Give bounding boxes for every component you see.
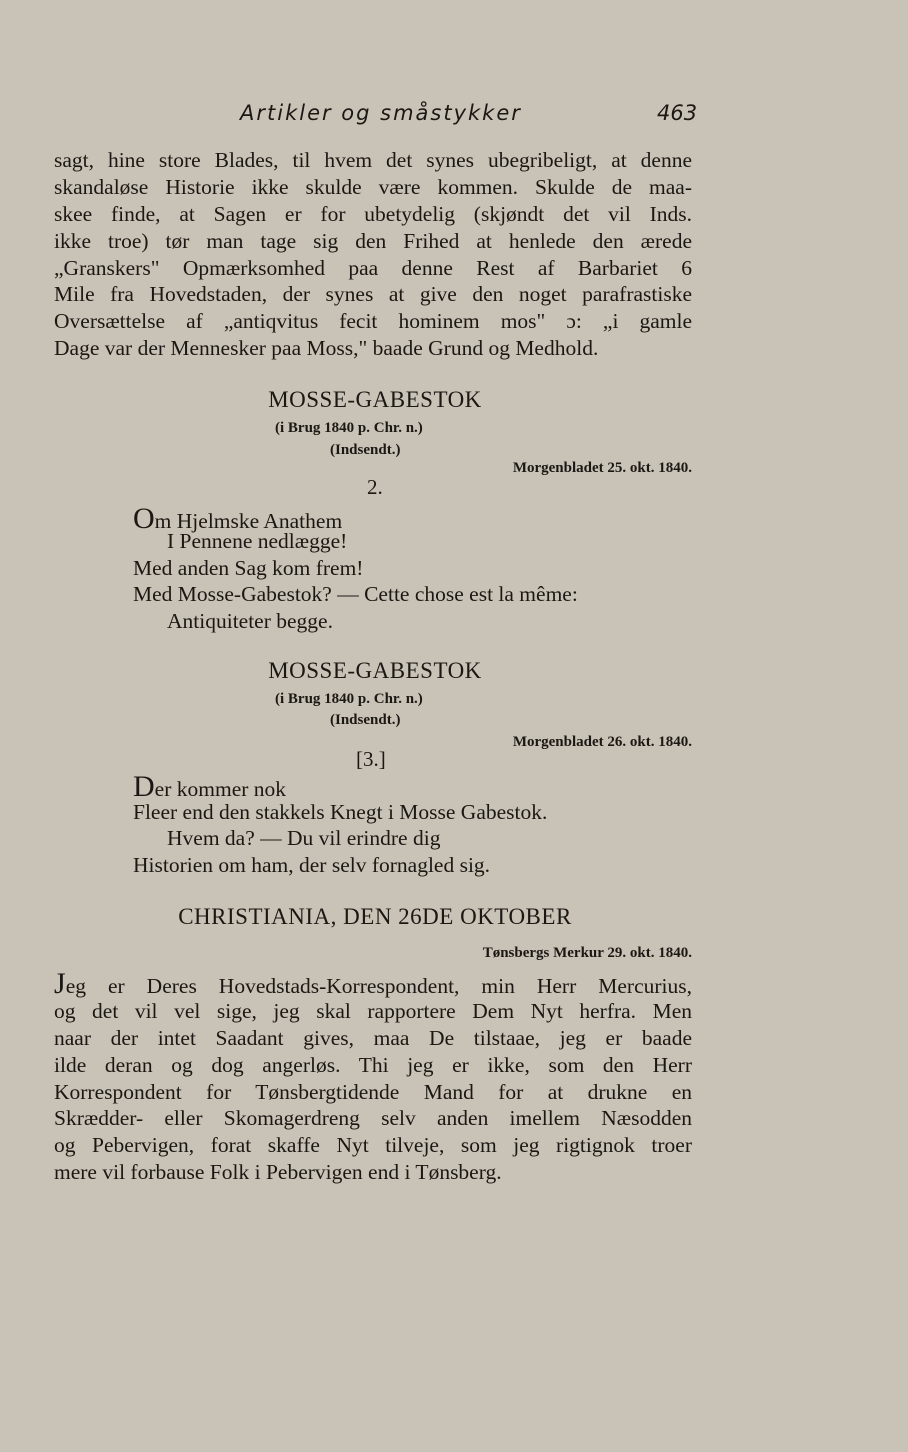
drop-cap: D [133, 770, 155, 803]
text-line: ilde deran og dog angerløs. Thi jeg er ikke, som den Herr [54, 1052, 692, 1077]
section-3-subtitle-date: (i Brug 1840 p. Chr. n.) [275, 691, 423, 707]
verse-line: Om Hjelmske Anathem [133, 502, 343, 535]
text-line: skee finde, at Sagen er for ubetydelig (skjøndt det vil Inds. [54, 201, 692, 226]
text-line: Oversættelse af „antiqvitus fecit hominem mos" ɔ: „i gamle [54, 309, 692, 334]
drop-cap: J [54, 967, 66, 1000]
text-line: ikke troe) tør man tage sig den Frihed at henlede den ærede [54, 228, 692, 253]
section-4-source: Tønsbergs Merkur 29. okt. 1840. [482, 945, 692, 961]
drop-cap: O [133, 502, 155, 535]
verse-line: Antiquiteter begge. [167, 609, 333, 633]
section-4-paragraph [54, 967, 692, 1186]
text-line: Jeg er Deres Hovedstads-Korrespondent, min Herr Mercurius, [54, 967, 692, 1000]
section-2-title: MOSSE-GABESTOK [268, 387, 482, 412]
verse-line: Med Mosse-Gabestok? — Cette chose est la même: [133, 582, 578, 606]
text-line: og Pebervigen, forat skaffe Nyt tilveje, som jeg rigtignok troer [54, 1133, 692, 1158]
text-line: og det vil vel sige, jeg skal rapportere Dem Nyt herfra. Men [54, 998, 692, 1023]
text-line: mere vil forbause Folk i Pebervigen end i Tønsberg. [54, 1160, 502, 1185]
section-2-number: 2. [367, 475, 383, 499]
section-2-source: Morgenbladet 25. okt. 1840. [512, 460, 692, 476]
text-line: Skrædder- eller Skomagerdreng selv anden imellem Næsodden [54, 1106, 692, 1131]
verse-line: Der kommer nok [133, 770, 287, 803]
section-2-subtitle-date: (i Brug 1840 p. Chr. n.) [275, 420, 423, 436]
section-2-subtitle-indsendt: (Indsendt.) [330, 442, 401, 458]
verse-line: Hvem da? — Du vil erindre dig [167, 826, 441, 850]
text-line: sagt, hine store Blades, til hvem det synes ubegribeligt, at denne [54, 148, 692, 172]
section-3-number: [3.] [356, 747, 386, 771]
section-3-source: Morgenbladet 26. okt. 1840. [512, 734, 692, 750]
running-title: Artikler og småstykker [240, 101, 522, 125]
text-line: Dage var der Mennesker paa Moss," baade Grund og Medhold. [54, 336, 599, 361]
verse-line: Historien om ham, der selv fornagled sig. [133, 853, 491, 877]
section-4-title: CHRISTIANIA, DEN 26DE OKTOBER [178, 904, 572, 929]
verse-line: I Pennene nedlægge! [167, 529, 348, 553]
text-line: naar der intet Saadant gives, maa De tilstaae, jeg er baade [54, 1025, 692, 1050]
page-number: 463 [657, 101, 698, 125]
section-3-title: MOSSE-GABESTOK [268, 658, 482, 683]
section-3-subtitle-indsendt: (Indsendt.) [330, 712, 401, 728]
text-line: „Granskers" Opmærksomhed paa denne Rest af Barbariet 6 [54, 255, 692, 280]
text-line: Korrespondent for Tønsbergtidende Mand for at drukne en [54, 1079, 692, 1104]
intro-paragraph [54, 147, 692, 362]
text-line: skandaløse Historie ikke skulde være kommen. Skulde de maa- [54, 174, 692, 199]
verse-line: Med anden Sag kom frem! [133, 556, 364, 580]
verse-line: Fleer end den stakkels Knegt i Mosse Gabestok. [133, 800, 548, 824]
text-line: Mile fra Hovedstaden, der synes at give den noget parafrastiske [54, 282, 692, 307]
